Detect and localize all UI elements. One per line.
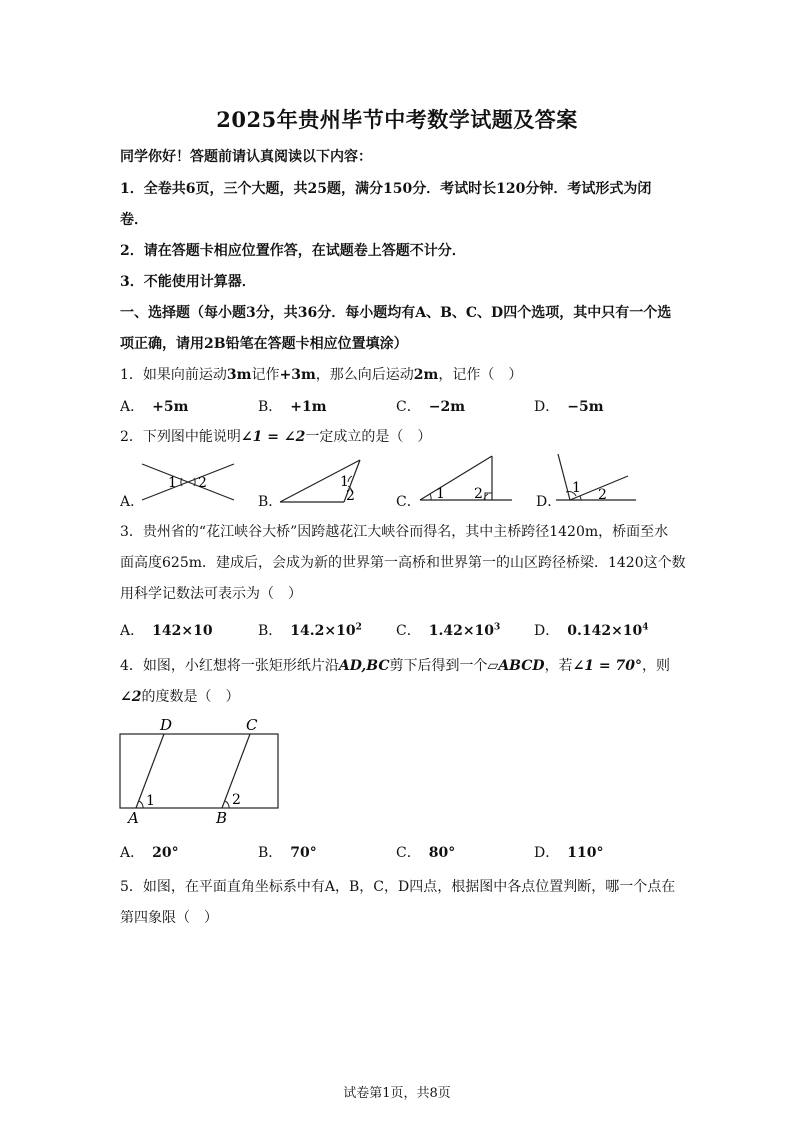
option-b: B． 70° — [258, 845, 317, 861]
right-angle-mark — [485, 493, 492, 500]
question-3-line-1: 3．贵州省的“花江峡谷大桥”因跨越花江大峡谷而得名，其中主桥跨径1420m，桥面至水 — [120, 524, 669, 540]
option-b: B． +1m — [258, 399, 327, 415]
notice-item-2: 2．请在答题卡相应位置作答，在试题卷上答题不计分． — [120, 243, 466, 259]
option-b: B． $14.2\times 10^2$ — [258, 622, 362, 639]
option-a: A． 142×10 — [120, 623, 213, 639]
question-3-line-3: 用科学记数法可表示为（ ） — [120, 586, 302, 602]
angle-arc-2 — [194, 478, 195, 486]
option-d: D． $0.142\times 10^4$ — [534, 622, 649, 639]
question-4-stem: 4．如图，小红想将一张矩形纸片沿AD,BC剪下后得到一个▱ABCD，若∠1 = 70°，则 — [120, 658, 670, 674]
question-5-line-2: 第四象限（ ） — [120, 910, 218, 926]
q2-option-a-letter: A． — [120, 494, 145, 510]
q2-option-c-letter: C． — [396, 494, 421, 510]
vertex-a-label: A — [128, 809, 139, 826]
math-expr: ∠1 = ∠2 — [240, 429, 306, 445]
angle-label-1: 1 — [168, 475, 177, 491]
math-expr: +3m — [279, 367, 316, 383]
angle-label-1: 1 — [436, 486, 445, 502]
figure-crossing-lines — [138, 458, 238, 506]
question-1-options — [120, 396, 680, 416]
math-expr: 2m — [413, 367, 439, 383]
angle-label-1: 1 — [572, 480, 581, 496]
notice-item-1: 1．全卷共6页，三个大题，共25题，满分150分．考试时长120分钟．考试形式为闭 — [120, 181, 652, 197]
option-a: A． 20° — [120, 845, 179, 861]
section-heading: 一、选择题（每小题3分，共36分．每小题均有A、B、C、D四个选项，其中只有一个选 — [120, 305, 672, 321]
rectangle — [120, 734, 278, 808]
q2-option-b-letter: B． — [258, 494, 283, 510]
math-expr: ▱ABCD — [487, 658, 545, 674]
option-c: C． $1.42\times 10^3$ — [396, 622, 501, 639]
math-expr: ∠1 = 70° — [572, 658, 642, 674]
option-a: A． +5m — [120, 399, 189, 415]
angle-label-1: 1 — [340, 474, 349, 490]
question-1-stem: 1．如果向前运动3m记作+3m，那么向后运动2m，记作（ ） — [120, 367, 523, 383]
angle-label-2: 2 — [474, 486, 483, 502]
angle-label-2: 2 — [598, 487, 607, 503]
option-d: D． 110° — [534, 845, 604, 861]
angle-label-2: 2 — [232, 792, 241, 808]
option-c: C． 80° — [396, 845, 456, 861]
vertex-d-label: D — [160, 716, 173, 734]
question-3-line-2: 面高度625m．建成后，会成为新的世界第一高桥和世界第一的山区跨径桥梁．1420这个数 — [120, 555, 686, 571]
vertex-b-label: B — [216, 809, 228, 826]
page-footer: 试卷第1页，共8页 — [343, 1086, 451, 1101]
question-2-stem: 2．下列图中能说明∠1 = ∠2一定成立的是（ ） — [120, 429, 432, 445]
notice-item-3: 3．不能使用计算器． — [120, 274, 256, 290]
math-expr: AD,BC — [338, 658, 390, 674]
angle-arc-1 — [181, 478, 182, 486]
angle-label-2: 2 — [198, 475, 207, 491]
question-4-options — [120, 842, 680, 862]
figure-rectangle-parallelogram — [116, 714, 286, 826]
figure-right-triangle — [416, 454, 516, 504]
angle-label-2: 2 — [346, 488, 355, 504]
math-expr: 3m — [226, 367, 252, 383]
q2-option-d-letter: D． — [536, 494, 562, 510]
option-d: D． −5m — [534, 399, 604, 415]
page-title: 2025年贵州毕节中考数学试题及答案 — [216, 107, 578, 132]
question-4-stem-cont: ∠2的度数是（ ） — [120, 689, 240, 705]
vertex-c-label: C — [246, 716, 258, 734]
option-c: C． −2m — [396, 399, 466, 415]
math-expr: ∠2 — [120, 689, 142, 705]
notice-item-1-cont: 卷． — [120, 212, 148, 228]
figure-triangle-b — [278, 456, 366, 506]
section-heading-cont: 项正确，请用2B铅笔在答题卡相应位置填涂） — [120, 336, 408, 352]
question-5-line-1: 5．如图，在平面直角坐标系中有A，B，C，D四点，根据图中各点位置判断，哪一个点在 — [120, 879, 676, 895]
question-3-options — [120, 620, 680, 640]
notice-greeting: 同学你好！答题前请认真阅读以下内容： — [120, 149, 372, 165]
figure-angles-on-line — [554, 452, 638, 504]
angle-label-1: 1 — [146, 793, 155, 809]
